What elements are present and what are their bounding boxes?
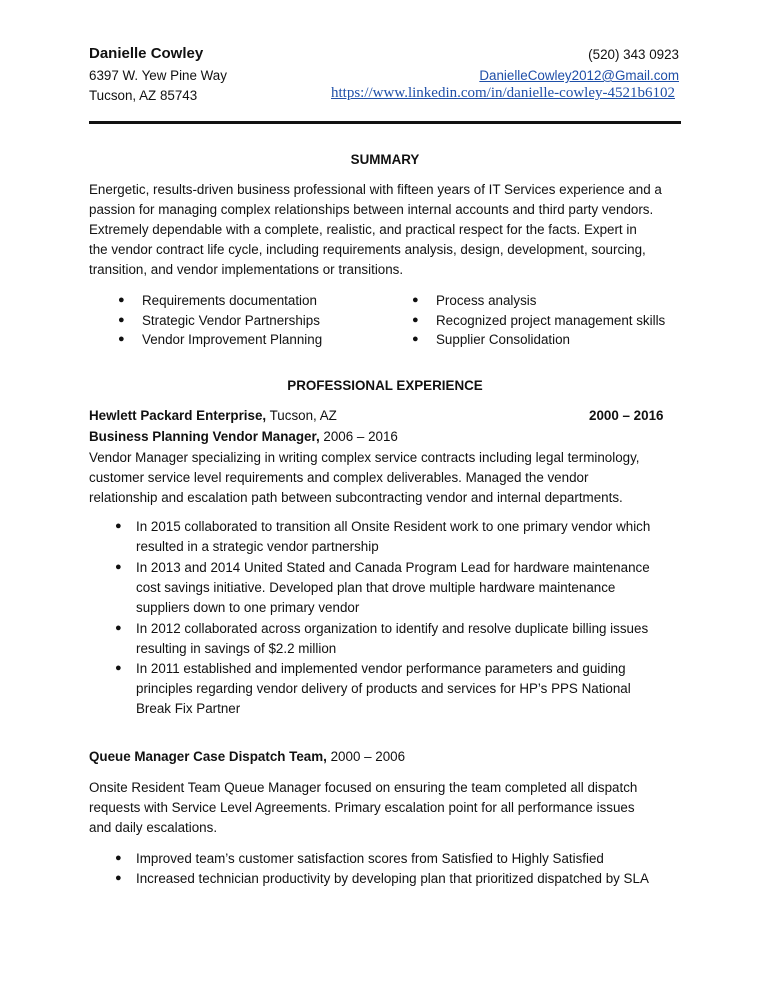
achievement-line: resulting in savings of $2.2 million	[136, 641, 337, 656]
summary-line: transition, and vendor implementations or transitions.	[89, 262, 404, 277]
summary-line: the vendor contract life cycle, including requirements analysis, design, development, sourcing,	[89, 242, 646, 257]
company-line	[89, 408, 337, 423]
achievement-line: Break Fix Partner	[136, 701, 241, 716]
achievement-line: resulted in a strategic vendor partnership	[136, 539, 379, 554]
role-1-description	[89, 448, 689, 508]
bullet-icon: ●	[412, 333, 419, 345]
achievement-line: In 2011 established and implemented vendor performance parameters and guiding	[136, 661, 626, 676]
role-1-title: Business Planning Vendor Manager,	[89, 429, 320, 444]
skill-item: Vendor Improvement Planning	[142, 332, 323, 347]
summary-line: passion for managing complex relationships between internal accounts and third party vendors.	[89, 202, 654, 217]
header-divider	[89, 121, 681, 124]
candidate-name: Danielle Cowley	[89, 45, 204, 62]
bullet-icon: ●	[118, 333, 125, 345]
email-link[interactable]: DanielleCowley2012@Gmail.com	[479, 68, 679, 83]
bullet-icon: ●	[118, 314, 125, 326]
role-1-years: 2006 – 2016	[319, 429, 398, 444]
company-location: Tucson, AZ	[266, 408, 337, 423]
company-name: Hewlett Packard Enterprise,	[89, 408, 267, 423]
achievement-line: In 2013 and 2014 United Stated and Canada Program Lead for hardware maintenance	[136, 560, 650, 575]
bullet-icon: ●	[115, 520, 122, 532]
achievement-item	[136, 619, 696, 659]
description-line: relationship and escalation path between subcontracting vendor and internal departments.	[89, 490, 623, 505]
bullet-icon: ●	[118, 294, 125, 306]
summary-line: Extremely dependable with a complete, realistic, and practical respect for the facts. Expert in	[89, 222, 637, 237]
achievement-item	[136, 517, 696, 557]
summary-line: Energetic, results-driven business professional with fifteen years of IT Services experience and a	[89, 182, 662, 197]
role-1-title-line	[89, 429, 398, 444]
summary-heading: SUMMARY	[350, 152, 420, 167]
phone-number: (520) 343 0923	[588, 47, 679, 62]
skill-item: Requirements documentation	[142, 293, 317, 308]
description-line: requests with Service Level Agreements. Primary escalation point for all performance issues	[89, 800, 635, 815]
achievement-line: In 2012 collaborated across organization to identify and resolve duplicate billing issues	[136, 621, 649, 636]
role-2-description	[89, 778, 689, 838]
achievement-item	[136, 558, 696, 618]
achievement-item	[136, 659, 696, 719]
bullet-icon: ●	[115, 852, 122, 864]
role-2-title-line	[89, 749, 405, 764]
role-2-years: 2000 – 2006	[326, 749, 406, 764]
summary-paragraph	[89, 180, 689, 280]
bullet-icon: ●	[115, 622, 122, 634]
achievement-line: Increased technician productivity by developing plan that prioritized dispatched by SLA	[136, 871, 649, 886]
linkedin-link[interactable]: https://www.linkedin.com/in/danielle-cowley-4521b6102	[331, 85, 675, 101]
experience-heading: PROFESSIONAL EXPERIENCE	[287, 378, 483, 393]
achievement-line: cost savings initiative. Developed plan that drove multiple hardware maintenance	[136, 580, 616, 595]
achievement-item	[136, 869, 696, 889]
description-line: Onsite Resident Team Queue Manager focused on ensuring the team completed all dispatch	[89, 780, 638, 795]
bullet-icon: ●	[115, 872, 122, 884]
role-2-title: Queue Manager Case Dispatch Team,	[89, 749, 327, 764]
description-line: and daily escalations.	[89, 820, 218, 835]
description-line: customer service level requirements and complex deliverables. Managed the vendor	[89, 470, 589, 485]
achievement-item	[136, 849, 696, 869]
bullet-icon: ●	[115, 662, 122, 674]
bullet-icon: ●	[412, 294, 419, 306]
achievement-line: Improved team’s customer satisfaction scores from Satisfied to Highly Satisfied	[136, 851, 604, 866]
achievement-line: suppliers down to one primary vendor	[136, 600, 360, 615]
skill-item: Strategic Vendor Partnerships	[142, 313, 320, 328]
bullet-icon: ●	[115, 561, 122, 573]
company-dates: 2000 – 2016	[589, 408, 664, 423]
address-line-1: 6397 W. Yew Pine Way	[89, 68, 227, 83]
skill-item: Process analysis	[436, 293, 537, 308]
address-line-2: Tucson, AZ 85743	[89, 88, 198, 103]
skill-item: Supplier Consolidation	[436, 332, 570, 347]
achievement-line: In 2015 collaborated to transition all Onsite Resident work to one primary vendor which	[136, 519, 651, 534]
skill-item: Recognized project management skills	[436, 313, 666, 328]
description-line: Vendor Manager specializing in writing complex service contracts including legal terminology,	[89, 450, 640, 465]
bullet-icon: ●	[412, 314, 419, 326]
achievement-line: principles regarding vendor delivery of products and services for HP’s PPS National	[136, 681, 631, 696]
